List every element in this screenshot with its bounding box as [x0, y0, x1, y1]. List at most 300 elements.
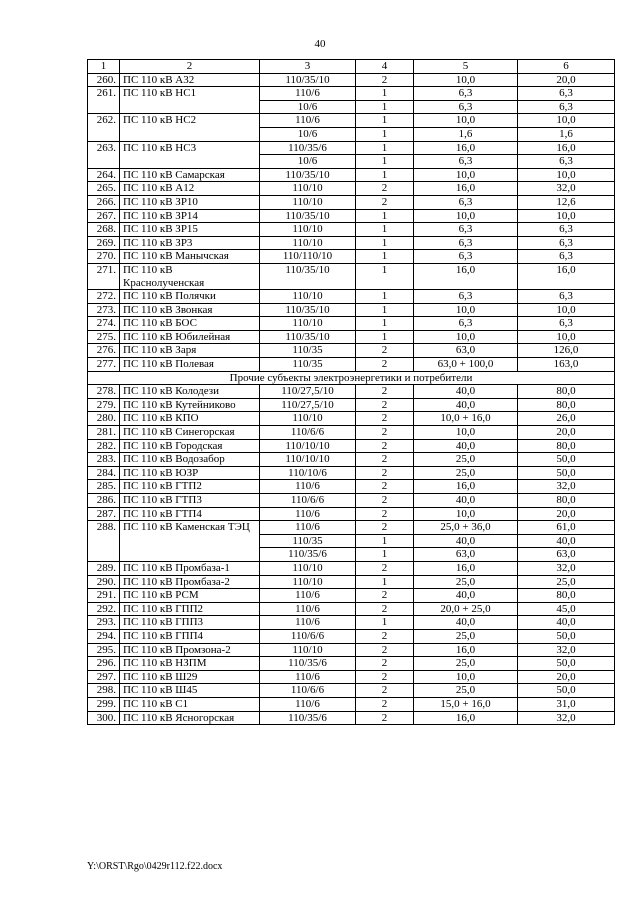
substation-name: ПС 110 кВ ЗР3: [120, 236, 260, 250]
transformer-power: 40,0: [414, 494, 518, 508]
total-power: 6,3: [518, 317, 615, 331]
transformer-count: 1: [356, 534, 414, 548]
voltage-ratio: 10/6: [260, 127, 356, 141]
transformer-count: 1: [356, 290, 414, 304]
transformer-count: 1: [356, 616, 414, 630]
transformer-count: 2: [356, 466, 414, 480]
transformer-power: 40,0: [414, 534, 518, 548]
row-number: 276.: [88, 344, 120, 358]
voltage-ratio: 110/35/10: [260, 263, 356, 289]
voltage-ratio: 110/6: [260, 521, 356, 535]
transformer-count: 1: [356, 548, 414, 562]
column-header: 2: [120, 60, 260, 74]
row-number: 270.: [88, 250, 120, 264]
table-row: [88, 629, 615, 643]
row-number: 264.: [88, 168, 120, 182]
substation-name: ПС 110 кВ НС1: [120, 87, 260, 114]
voltage-ratio: 110/35/6: [260, 657, 356, 671]
table-row: [88, 480, 615, 494]
transformer-power: 16,0: [414, 561, 518, 575]
transformer-power: 6,3: [414, 155, 518, 169]
voltage-ratio: 110/35/6: [260, 141, 356, 155]
row-number: 271.: [88, 263, 120, 289]
table-row: [88, 439, 615, 453]
transformer-power: 10,0: [414, 507, 518, 521]
total-power: 10,0: [518, 168, 615, 182]
table-row: [88, 711, 615, 725]
transformer-power: 16,0: [414, 182, 518, 196]
transformer-count: 2: [356, 358, 414, 372]
transformer-power: 10,0: [414, 168, 518, 182]
transformer-count: 2: [356, 412, 414, 426]
substation-name: ПС 110 кВ Полячки: [120, 290, 260, 304]
table-row: [88, 670, 615, 684]
voltage-ratio: 110/35/6: [260, 548, 356, 562]
voltage-ratio: 110/35: [260, 344, 356, 358]
row-number: 282.: [88, 439, 120, 453]
total-power: 6,3: [518, 250, 615, 264]
table-row: [88, 87, 615, 101]
voltage-ratio: 110/10: [260, 223, 356, 237]
voltage-ratio: 110/6: [260, 480, 356, 494]
transformer-power: 10,0: [414, 330, 518, 344]
table-row: [88, 412, 615, 426]
total-power: 50,0: [518, 466, 615, 480]
transformer-power: 6,3: [414, 195, 518, 209]
transformer-count: 2: [356, 521, 414, 535]
transformer-count: 2: [356, 561, 414, 575]
transformer-count: 2: [356, 657, 414, 671]
transformer-power: 25,0: [414, 453, 518, 467]
transformer-count: 1: [356, 303, 414, 317]
total-power: 1,6: [518, 127, 615, 141]
voltage-ratio: 110/6: [260, 114, 356, 128]
transformer-power: 63,0 + 100,0: [414, 358, 518, 372]
table-row: [88, 466, 615, 480]
voltage-ratio: 110/10: [260, 182, 356, 196]
table-row: [88, 575, 615, 589]
transformer-power: 25,0 + 36,0: [414, 521, 518, 535]
substations-table: [87, 59, 615, 725]
table-row: [88, 290, 615, 304]
table-row: [88, 344, 615, 358]
row-number: 289.: [88, 561, 120, 575]
voltage-ratio: 110/6/6: [260, 629, 356, 643]
row-number: 265.: [88, 182, 120, 196]
substation-name: ПС 110 кВ ГПП2: [120, 602, 260, 616]
substation-name: ПС 110 кВ Промбаза-2: [120, 575, 260, 589]
row-number: 295.: [88, 643, 120, 657]
voltage-ratio: 110/10: [260, 643, 356, 657]
table-row: [88, 602, 615, 616]
total-power: 32,0: [518, 711, 615, 725]
transformer-count: 2: [356, 629, 414, 643]
total-power: 6,3: [518, 155, 615, 169]
table-row: [88, 236, 615, 250]
row-number: 262.: [88, 114, 120, 141]
voltage-ratio: 10/6: [260, 155, 356, 169]
total-power: 6,3: [518, 87, 615, 101]
section-title: Прочие субъекты электроэнергетики и потребители: [88, 371, 615, 385]
transformer-count: 2: [356, 385, 414, 399]
substation-name: ПС 110 кВ ГТП4: [120, 507, 260, 521]
page-number: 40: [314, 38, 326, 50]
voltage-ratio: 110/6: [260, 602, 356, 616]
substation-name: ПС 110 кВ РСМ: [120, 589, 260, 603]
table-row: [88, 697, 615, 711]
total-power: 6,3: [518, 290, 615, 304]
table-row: [88, 73, 615, 87]
transformer-count: 2: [356, 453, 414, 467]
table-body: [88, 60, 615, 725]
substation-name: ПС 110 кВ НС3: [120, 141, 260, 168]
substation-name: ПС 110 кВ Юбилейная: [120, 330, 260, 344]
total-power: 50,0: [518, 657, 615, 671]
voltage-ratio: 110/6: [260, 507, 356, 521]
transformer-count: 1: [356, 250, 414, 264]
transformer-count: 1: [356, 141, 414, 155]
row-number: 260.: [88, 73, 120, 87]
row-number: 274.: [88, 317, 120, 331]
voltage-ratio: 110/10: [260, 317, 356, 331]
total-power: 25,0: [518, 575, 615, 589]
table-row: [88, 303, 615, 317]
substation-name: ПС 110 кВ Ш45: [120, 684, 260, 698]
row-number: 266.: [88, 195, 120, 209]
row-number: 272.: [88, 290, 120, 304]
table-row: [88, 317, 615, 331]
transformer-count: 2: [356, 398, 414, 412]
substation-name: ПС 110 кВ ЮЗР: [120, 466, 260, 480]
substation-name: ПС 110 кВ Каменская ТЭЦ: [120, 521, 260, 562]
transformer-power: 16,0: [414, 480, 518, 494]
table-row: [88, 141, 615, 155]
transformer-count: 2: [356, 426, 414, 440]
voltage-ratio: 110/27,5/10: [260, 398, 356, 412]
substation-name: ПС 110 кВ ГПП4: [120, 629, 260, 643]
substation-name: ПС 110 кВ БОС: [120, 317, 260, 331]
total-power: 126,0: [518, 344, 615, 358]
row-number: 277.: [88, 358, 120, 372]
transformer-power: 10,0: [414, 209, 518, 223]
total-power: 163,0: [518, 358, 615, 372]
transformer-power: 40,0: [414, 385, 518, 399]
total-power: 80,0: [518, 589, 615, 603]
row-number: 286.: [88, 494, 120, 508]
row-number: 281.: [88, 426, 120, 440]
table-row: [88, 589, 615, 603]
row-number: 280.: [88, 412, 120, 426]
total-power: 32,0: [518, 561, 615, 575]
transformer-count: 2: [356, 195, 414, 209]
row-number: 263.: [88, 141, 120, 168]
total-power: 26,0: [518, 412, 615, 426]
transformer-power: 1,6: [414, 127, 518, 141]
total-power: 40,0: [518, 616, 615, 630]
row-number: 297.: [88, 670, 120, 684]
row-number: 275.: [88, 330, 120, 344]
transformer-count: 2: [356, 589, 414, 603]
table-row: [88, 426, 615, 440]
transformer-count: 2: [356, 697, 414, 711]
table-row: [88, 168, 615, 182]
column-header: 6: [518, 60, 615, 74]
voltage-ratio: 110/6/6: [260, 684, 356, 698]
row-number: 293.: [88, 616, 120, 630]
voltage-ratio: 110/10: [260, 290, 356, 304]
voltage-ratio: 110/6: [260, 87, 356, 101]
transformer-count: 2: [356, 182, 414, 196]
total-power: 50,0: [518, 629, 615, 643]
substation-name: ПС 110 кВ Манычская: [120, 250, 260, 264]
transformer-count: 1: [356, 114, 414, 128]
row-number: 273.: [88, 303, 120, 317]
row-number: 296.: [88, 657, 120, 671]
transformer-power: 6,3: [414, 100, 518, 114]
row-number: 285.: [88, 480, 120, 494]
transformer-count: 2: [356, 439, 414, 453]
transformer-count: 1: [356, 223, 414, 237]
transformer-power: 10,0: [414, 73, 518, 87]
substation-name: ПС 110 кВ Заря: [120, 344, 260, 358]
total-power: 16,0: [518, 263, 615, 289]
transformer-power: 63,0: [414, 548, 518, 562]
total-power: 40,0: [518, 534, 615, 548]
voltage-ratio: 110/6: [260, 589, 356, 603]
voltage-ratio: 110/6: [260, 616, 356, 630]
total-power: 31,0: [518, 697, 615, 711]
total-power: 6,3: [518, 223, 615, 237]
transformer-power: 40,0: [414, 439, 518, 453]
column-header: 4: [356, 60, 414, 74]
transformer-count: 2: [356, 480, 414, 494]
transformer-power: 25,0: [414, 575, 518, 589]
transformer-count: 2: [356, 344, 414, 358]
transformer-power: 40,0: [414, 589, 518, 603]
transformer-count: 1: [356, 127, 414, 141]
transformer-count: 1: [356, 155, 414, 169]
voltage-ratio: 110/35/10: [260, 73, 356, 87]
total-power: 80,0: [518, 494, 615, 508]
table-row: [88, 657, 615, 671]
total-power: 10,0: [518, 209, 615, 223]
voltage-ratio: 110/6/6: [260, 426, 356, 440]
row-number: 299.: [88, 697, 120, 711]
substation-name: ПС 110 кВ А12: [120, 182, 260, 196]
voltage-ratio: 110/35/10: [260, 209, 356, 223]
voltage-ratio: 110/6: [260, 670, 356, 684]
transformer-power: 6,3: [414, 87, 518, 101]
voltage-ratio: 110/10: [260, 236, 356, 250]
substation-name: ПС 110 кВ НЗПМ: [120, 657, 260, 671]
transformer-count: 2: [356, 684, 414, 698]
row-number: 292.: [88, 602, 120, 616]
total-power: 20,0: [518, 507, 615, 521]
transformer-power: 40,0: [414, 398, 518, 412]
table-row: [88, 398, 615, 412]
transformer-power: 10,0 + 16,0: [414, 412, 518, 426]
total-power: 50,0: [518, 684, 615, 698]
transformer-count: 1: [356, 330, 414, 344]
substation-name: ПС 110 кВ Краснолученская: [120, 263, 260, 289]
total-power: 10,0: [518, 303, 615, 317]
column-header: 3: [260, 60, 356, 74]
substation-name: ПС 110 кВ Звонкая: [120, 303, 260, 317]
total-power: 6,3: [518, 100, 615, 114]
table-row: [88, 182, 615, 196]
table-row: [88, 358, 615, 372]
total-power: 20,0: [518, 670, 615, 684]
transformer-power: 6,3: [414, 290, 518, 304]
transformer-count: 1: [356, 236, 414, 250]
table-row: [88, 385, 615, 399]
column-header: 1: [88, 60, 120, 74]
total-power: 45,0: [518, 602, 615, 616]
substation-name: ПС 110 кВ ЗР14: [120, 209, 260, 223]
voltage-ratio: 110/10/10: [260, 439, 356, 453]
total-power: 32,0: [518, 643, 615, 657]
substation-name: ПС 110 кВ КПО: [120, 412, 260, 426]
substation-name: ПС 110 кВ Кутейниково: [120, 398, 260, 412]
transformer-count: 2: [356, 670, 414, 684]
substation-name: ПС 110 кВ Синегорская: [120, 426, 260, 440]
column-header: 5: [414, 60, 518, 74]
total-power: 20,0: [518, 426, 615, 440]
row-number: 291.: [88, 589, 120, 603]
row-number: 268.: [88, 223, 120, 237]
total-power: 12,6: [518, 195, 615, 209]
transformer-count: 1: [356, 575, 414, 589]
voltage-ratio: 110/35/10: [260, 168, 356, 182]
substation-name: ПС 110 кВ Самарская: [120, 168, 260, 182]
transformer-power: 16,0: [414, 141, 518, 155]
table-row: [88, 223, 615, 237]
transformer-count: 1: [356, 209, 414, 223]
transformer-power: 6,3: [414, 250, 518, 264]
row-number: 290.: [88, 575, 120, 589]
table-row: [88, 561, 615, 575]
transformer-count: 2: [356, 507, 414, 521]
total-power: 10,0: [518, 330, 615, 344]
transformer-count: 1: [356, 263, 414, 289]
voltage-ratio: 110/6: [260, 697, 356, 711]
row-number: 283.: [88, 453, 120, 467]
transformer-power: 6,3: [414, 223, 518, 237]
section-header-row: [88, 371, 615, 385]
row-number: 294.: [88, 629, 120, 643]
transformer-count: 2: [356, 643, 414, 657]
row-number: 298.: [88, 684, 120, 698]
transformer-power: 16,0: [414, 263, 518, 289]
table-row: [88, 521, 615, 535]
voltage-ratio: 110/10/6: [260, 466, 356, 480]
voltage-ratio: 110/35/10: [260, 303, 356, 317]
voltage-ratio: 110/35/6: [260, 711, 356, 725]
voltage-ratio: 110/10/10: [260, 453, 356, 467]
column-header-row: [88, 60, 615, 74]
transformer-power: 16,0: [414, 711, 518, 725]
substation-name: ПС 110 кВ А32: [120, 73, 260, 87]
total-power: 10,0: [518, 114, 615, 128]
substation-name: ПС 110 кВ ЗР15: [120, 223, 260, 237]
row-number: 288.: [88, 521, 120, 562]
row-number: 278.: [88, 385, 120, 399]
transformer-power: 10,0: [414, 426, 518, 440]
transformer-power: 10,0: [414, 670, 518, 684]
voltage-ratio: 110/10: [260, 412, 356, 426]
total-power: 50,0: [518, 453, 615, 467]
table-row: [88, 114, 615, 128]
total-power: 80,0: [518, 439, 615, 453]
substation-name: ПС 110 кВ Промзона-2: [120, 643, 260, 657]
transformer-power: 15,0 + 16,0: [414, 697, 518, 711]
transformer-count: 2: [356, 494, 414, 508]
row-number: 300.: [88, 711, 120, 725]
voltage-ratio: 110/35: [260, 534, 356, 548]
transformer-power: 25,0: [414, 629, 518, 643]
total-power: 32,0: [518, 480, 615, 494]
table-row: [88, 195, 615, 209]
substation-name: ПС 110 кВ Колодези: [120, 385, 260, 399]
substation-name: ПС 110 кВ ЗР10: [120, 195, 260, 209]
voltage-ratio: 110/10: [260, 195, 356, 209]
transformer-count: 1: [356, 317, 414, 331]
transformer-power: 10,0: [414, 303, 518, 317]
total-power: 32,0: [518, 182, 615, 196]
voltage-ratio: 110/35: [260, 358, 356, 372]
transformer-power: 20,0 + 25,0: [414, 602, 518, 616]
transformer-power: 10,0: [414, 114, 518, 128]
substation-name: ПС 110 кВ НС2: [120, 114, 260, 141]
table-row: [88, 263, 615, 289]
table-row: [88, 330, 615, 344]
total-power: 80,0: [518, 385, 615, 399]
row-number: 279.: [88, 398, 120, 412]
substation-name: ПС 110 кВ ГТП2: [120, 480, 260, 494]
substation-name: ПС 110 кВ ГТП3: [120, 494, 260, 508]
transformer-count: 2: [356, 73, 414, 87]
substation-name: ПС 110 кВ Полевая: [120, 358, 260, 372]
transformer-power: 6,3: [414, 317, 518, 331]
transformer-power: 40,0: [414, 616, 518, 630]
transformer-count: 2: [356, 602, 414, 616]
voltage-ratio: 110/10: [260, 575, 356, 589]
table-row: [88, 643, 615, 657]
transformer-power: 6,3: [414, 236, 518, 250]
total-power: 80,0: [518, 398, 615, 412]
transformer-count: 1: [356, 168, 414, 182]
row-number: 261.: [88, 87, 120, 114]
total-power: 16,0: [518, 141, 615, 155]
voltage-ratio: 110/27,5/10: [260, 385, 356, 399]
voltage-ratio: 110/10: [260, 561, 356, 575]
transformer-power: 63,0: [414, 344, 518, 358]
voltage-ratio: 110/35/10: [260, 330, 356, 344]
voltage-ratio: 10/6: [260, 100, 356, 114]
row-number: 267.: [88, 209, 120, 223]
total-power: 20,0: [518, 73, 615, 87]
transformer-power: 25,0: [414, 684, 518, 698]
substation-name: ПС 110 кВ С1: [120, 697, 260, 711]
total-power: 63,0: [518, 548, 615, 562]
voltage-ratio: 110/6/6: [260, 494, 356, 508]
voltage-ratio: 110/110/10: [260, 250, 356, 264]
row-number: 269.: [88, 236, 120, 250]
transformer-power: 16,0: [414, 643, 518, 657]
row-number: 284.: [88, 466, 120, 480]
total-power: 6,3: [518, 236, 615, 250]
substation-name: ПС 110 кВ Ясногорская: [120, 711, 260, 725]
